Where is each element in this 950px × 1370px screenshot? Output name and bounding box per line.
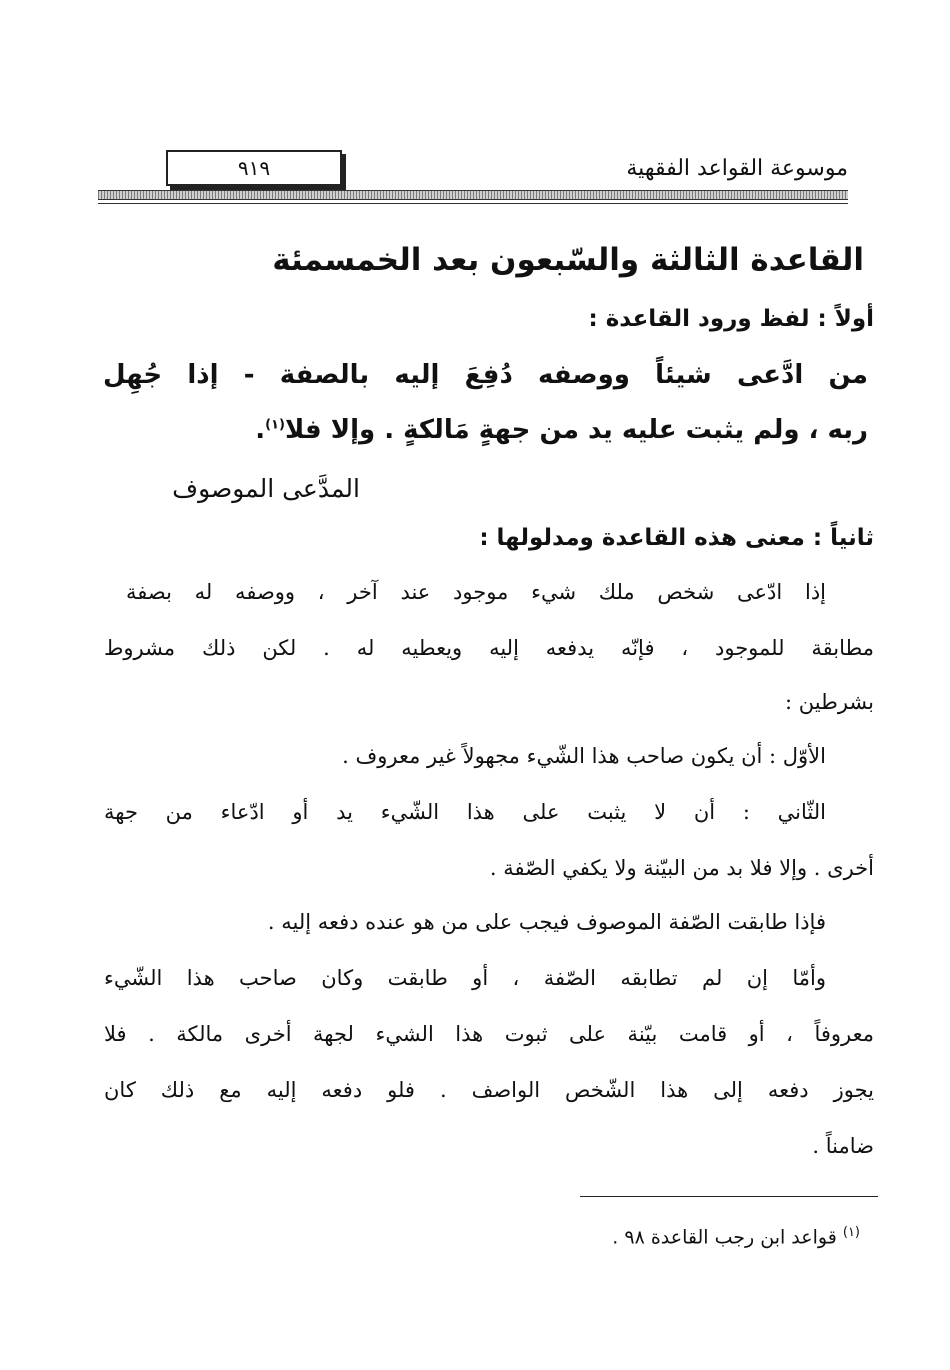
rule-statement-line-1: من ادَّعى شيئاً ووصفه دُفِعَ إليه بالصفة - إذا جُهِل	[103, 360, 868, 390]
page-header	[98, 150, 848, 208]
body-line: مطابقة للموجود ، فإنّه يدفعه إليه ويعطيه له . لكن ذلك مشروط	[104, 636, 874, 660]
body-line: إذا ادّعى شخص ملك شيء موجود عند آخر ، ووصفه له بصفة	[126, 580, 826, 604]
footnote-separator	[580, 1196, 878, 1197]
header-rule	[98, 190, 848, 200]
footnote	[612, 1225, 860, 1248]
rule-title: القاعدة الثالثة والسّبعون بعد الخمسمئة	[272, 242, 864, 278]
page-number: ٩١٩	[166, 150, 342, 186]
footnote-reference: (١)	[265, 417, 285, 433]
rule-statement-text: ربه ، ولم يثبت عليه يد من جهةٍ مَالكةٍ . وإلا فلا	[284, 415, 868, 445]
handwritten-note: المدَّعى الموصوف	[172, 474, 360, 503]
body-line: الأوّل : أن يكون صاحب هذا الشّيء مجهولاً غير معروف .	[342, 744, 826, 768]
body-line: ضامناً .	[812, 1134, 874, 1158]
body-line: الثّاني : أن لا يثبت على هذا الشّيء يد أو ادّعاء من جهة	[104, 800, 826, 824]
section-heading-2: ثانياً : معنى هذه القاعدة ومدلولها :	[479, 525, 874, 551]
body-line: وأمّا إن لم تطابقه الصّفة ، أو طابقت وكان صاحب هذا الشّيء	[104, 966, 826, 990]
body-line: يجوز دفعه إلى هذا الشّخص الواصف . فلو دفعه إليه مع ذلك كان	[104, 1078, 874, 1102]
body-line: فإذا طابقت الصّفة الموصوف فيجب على من هو عنده دفعه إليه .	[267, 910, 826, 934]
header-rule-thin	[98, 203, 848, 204]
book-title: موسوعة القواعد الفقهية	[626, 156, 848, 181]
rule-statement-line-2: ربه ، ولم يثبت عليه يد من جهةٍ مَالكةٍ . وإلا فلا$^{(١)}$.	[255, 415, 868, 445]
body-line: بشرطين :	[785, 690, 874, 714]
section-heading-1: أولاً : لفظ ورود القاعدة :	[588, 306, 874, 332]
footnote-text: قواعد ابن رجب القاعدة ٩٨ .	[612, 1226, 837, 1249]
body-line: أخرى . وإلا فلا بد من البيّنة ولا يكفي الصّفة .	[489, 856, 874, 880]
footnote-marker: (١)	[842, 1225, 860, 1240]
body-line: معروفاً ، أو قامت بيّنة على ثبوت هذا الشيء لجهة أخرى مالكة . فلا	[104, 1022, 874, 1046]
